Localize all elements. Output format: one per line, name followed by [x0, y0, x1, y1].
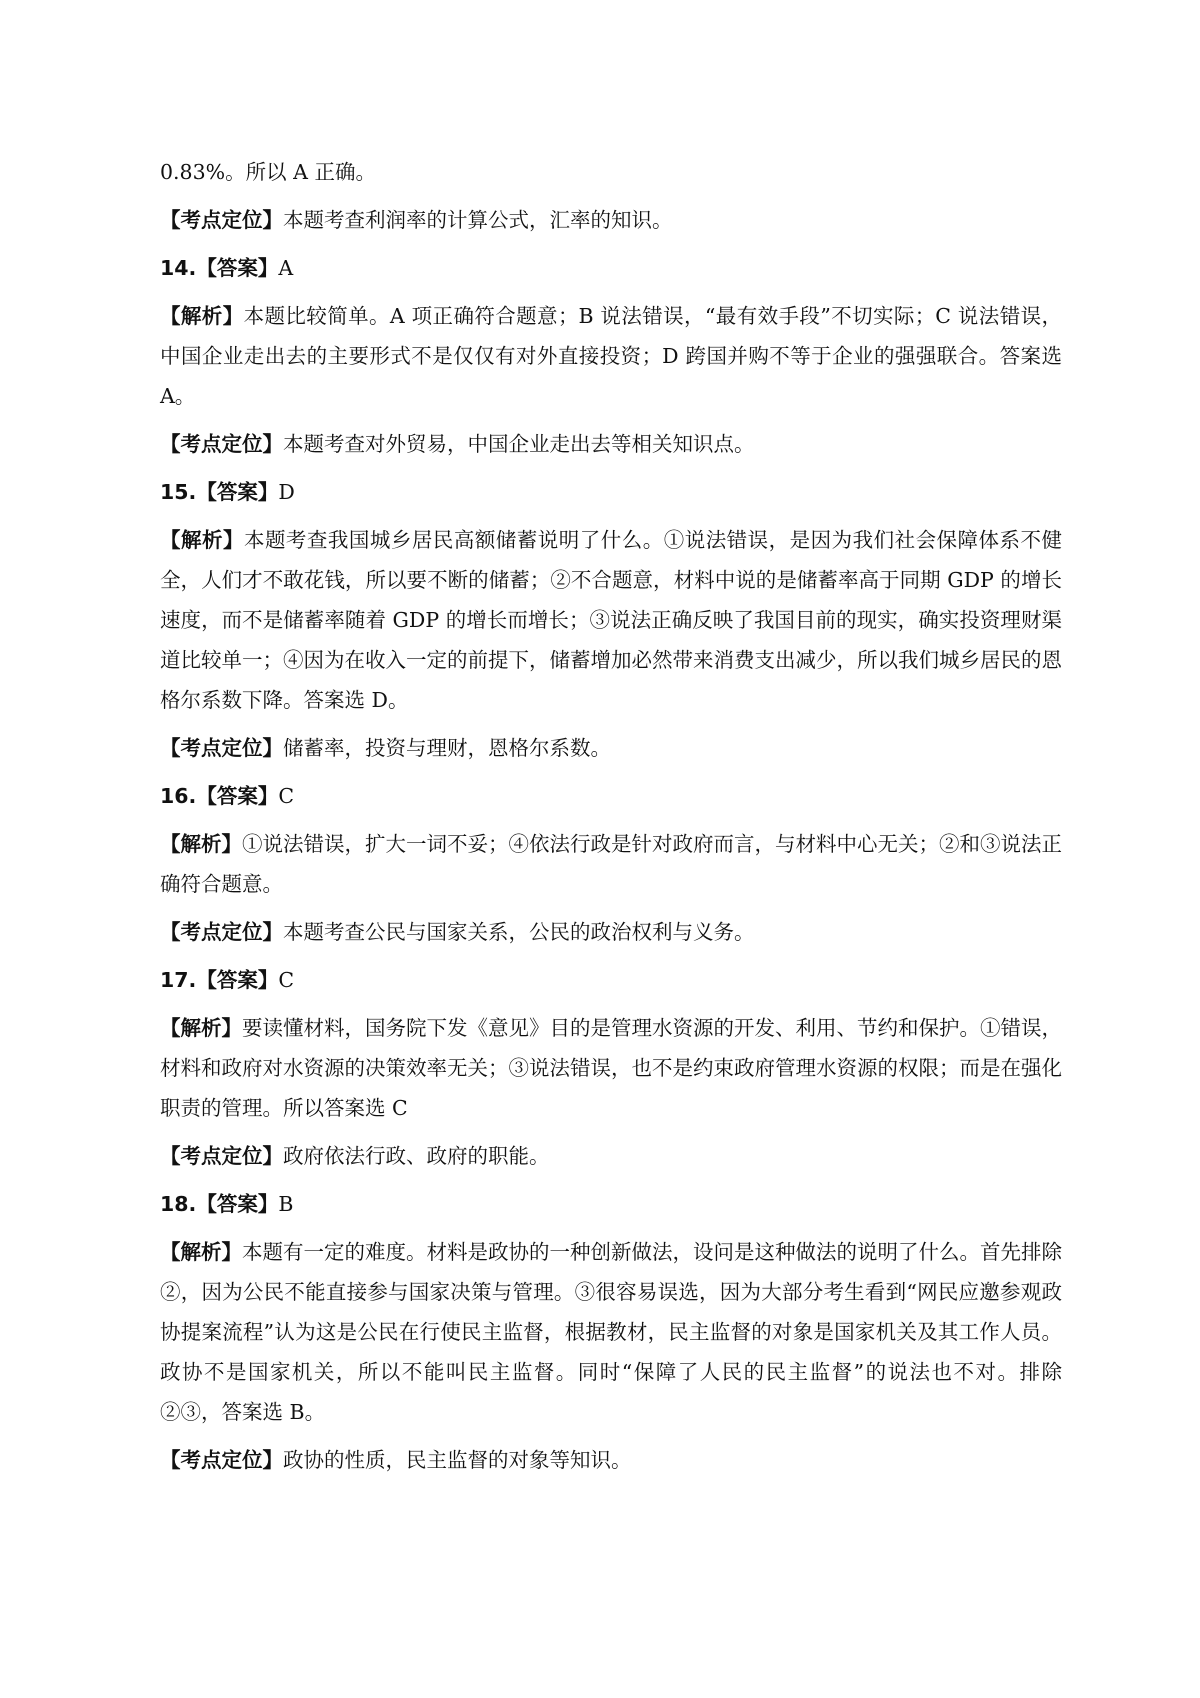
q18-kaodian-text: 政协的性质，民主监督的对象等知识。 — [283, 1448, 632, 1472]
q18-answer-heading — [160, 1184, 1062, 1224]
kaodian-label: 【考点定位】 — [160, 920, 283, 944]
daan-label: 【答案】 — [196, 1192, 279, 1216]
q16-jiexi-text: ①说法错误，扩大一词不妥；④依法行政是针对政府而言，与材料中心无关；②和③说法正确符合题意。 — [160, 832, 1062, 896]
q14-answer-heading — [160, 248, 1062, 288]
daan-label: 【答案】 — [196, 480, 279, 504]
q18-kaodian — [160, 1440, 1062, 1480]
kaodian-label: 【考点定位】 — [160, 1448, 283, 1472]
q15-kaodian-text: 储蓄率，投资与理财，恩格尔系数。 — [283, 736, 611, 760]
q18-answer: B — [278, 1192, 294, 1216]
jiexi-label: 【解析】 — [160, 304, 244, 328]
q17-answer-heading — [160, 960, 1062, 1000]
document-page — [160, 152, 1062, 1488]
q16-kaodian — [160, 912, 1062, 952]
q18-jiexi-text: 本题有一定的难度。材料是政协的一种创新做法，设问是这种做法的说明了什么。首先排除②，因为公民不能直接参与国家决策与管理。③很容易误选，因为大部分考生看到“网民应邀参观政协提案流程”认为这是公民在行使民主监督，根据教材，民主监督的对象是国家机关及其工作人员。政协不是国家机关，所以不能叫民主监督。同时“保障了人民的民主监督”的说法也不对。排除②③，答案选 B。 — [160, 1240, 1062, 1424]
kaodian-label: 【考点定位】 — [160, 1144, 283, 1168]
q17-jiexi — [160, 1008, 1062, 1128]
q16-number: 16. — [160, 784, 197, 808]
kaodian-label: 【考点定位】 — [160, 736, 283, 760]
daan-label: 【答案】 — [196, 256, 279, 280]
q15-answer: D — [278, 480, 295, 504]
q16-kaodian-text: 本题考查公民与国家关系，公民的政治权利与义务。 — [283, 920, 755, 944]
q15-kaodian — [160, 728, 1062, 768]
kaodian-label: 【考点定位】 — [160, 208, 283, 232]
q14-kaodian — [160, 424, 1062, 464]
q13-kaodian — [160, 200, 1062, 240]
q14-number: 14. — [160, 256, 197, 280]
q14-jiexi — [160, 296, 1062, 416]
q16-answer: C — [278, 784, 295, 808]
q15-number: 15. — [160, 480, 197, 504]
q16-jiexi — [160, 824, 1062, 904]
q13-kaodian-text: 本题考查利润率的计算公式，汇率的知识。 — [283, 208, 673, 232]
q17-jiexi-text: 要读懂材料，国务院下发《意见》目的是管理水资源的开发、利用、节约和保护。①错误，材料和政府对水资源的决策效率无关；③说法错误，也不是约束政府管理水资源的权限；而是在强化职责的管理。所以答案选 C — [160, 1016, 1062, 1120]
kaodian-label: 【考点定位】 — [160, 432, 283, 456]
jiexi-label: 【解析】 — [160, 528, 244, 552]
q18-number: 18. — [160, 1192, 197, 1216]
jiexi-label: 【解析】 — [160, 1240, 242, 1264]
daan-label: 【答案】 — [196, 784, 279, 808]
q15-jiexi-text: 本题考查我国城乡居民高额储蓄说明了什么。①说法错误，是因为我们社会保障体系不健全，人们才不敢花钱，所以要不断的储蓄；②不合题意，材料中说的是储蓄率高于同期 GDP 的增长速度，而不是储蓄率随着 GDP 的增长而增长；③说法正确反映了我国目前的现实，确实投资理财渠道比较单一；④因为在收入一定的前提下，储蓄增加必然带来消费支出减少，所以我们城乡居民的恩格尔系数下降。答案选 D。 — [160, 528, 1062, 712]
q17-kaodian — [160, 1136, 1062, 1176]
q14-kaodian-text: 本题考查对外贸易，中国企业走出去等相关知识点。 — [283, 432, 755, 456]
q17-answer: C — [278, 968, 295, 992]
q14-jiexi-text: 本题比较简单。A 项正确符合题意；B 说法错误，“最有效手段”不切实际；C 说法错误，中国企业走出去的主要形式不是仅仅有对外直接投资；D 跨国并购不等于企业的强强联合。答案选 A。 — [160, 304, 1063, 408]
jiexi-label: 【解析】 — [160, 832, 242, 856]
lead-text: 0.83%。所以 A 正确。 — [160, 160, 376, 184]
q16-answer-heading — [160, 776, 1062, 816]
q15-answer-heading — [160, 472, 1062, 512]
q17-number: 17. — [160, 968, 197, 992]
jiexi-label: 【解析】 — [160, 1016, 242, 1040]
q18-jiexi — [160, 1232, 1062, 1432]
q14-answer: A — [278, 256, 294, 280]
daan-label: 【答案】 — [196, 968, 279, 992]
q15-jiexi — [160, 520, 1062, 720]
q17-kaodian-text: 政府依法行政、政府的职能。 — [283, 1144, 550, 1168]
